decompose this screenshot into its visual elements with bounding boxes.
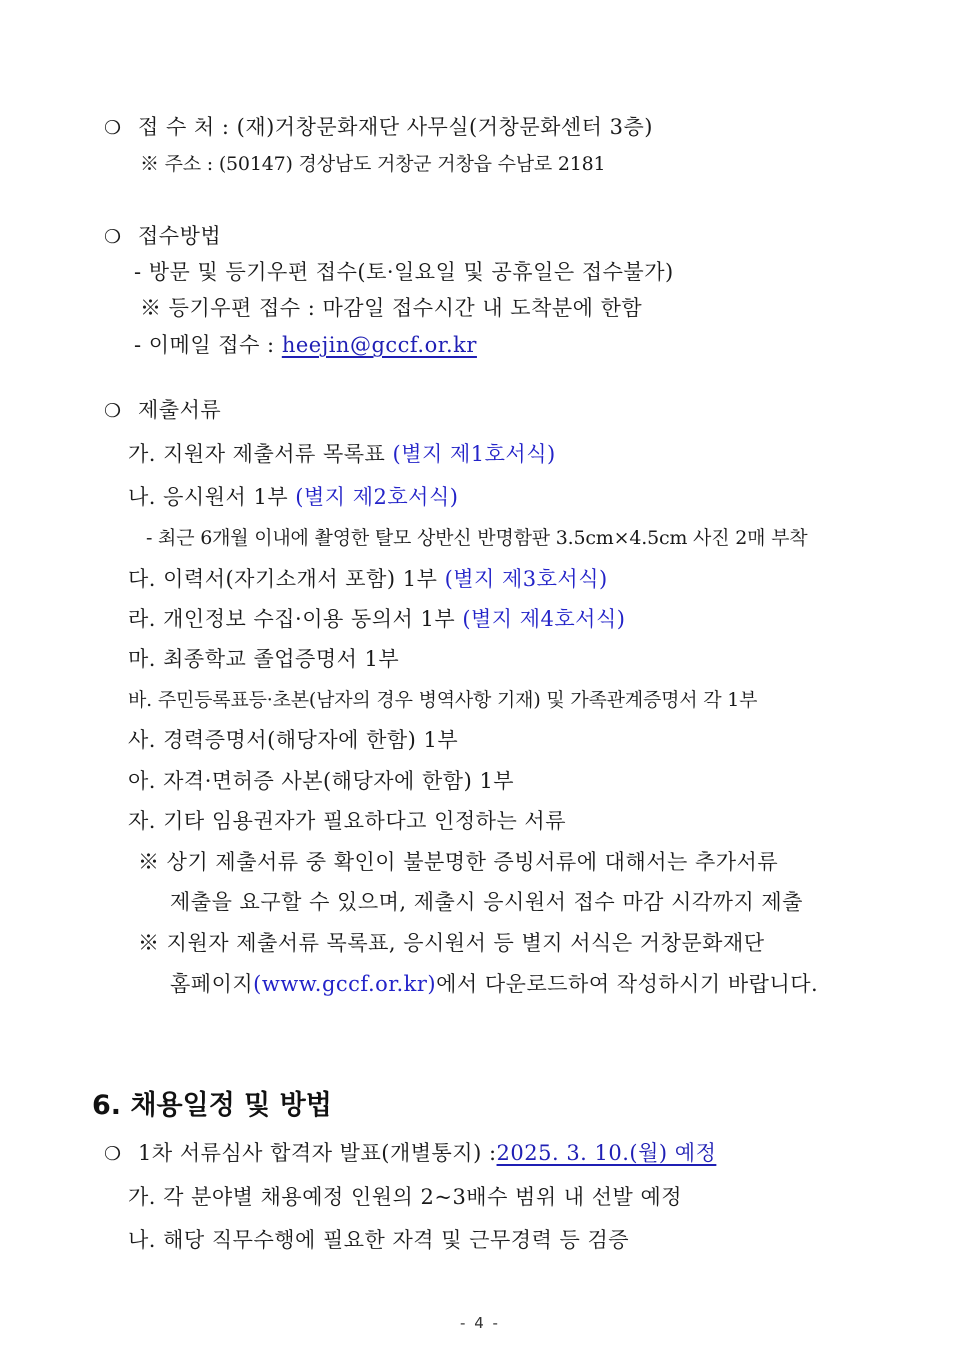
document-item: 라. 개인정보 수집·이용 동의서 1부 (별지 제4호서식) — [128, 607, 626, 631]
document-item: 다. 이력서(자기소개서 포함) 1부 (별지 제3호서식) — [128, 567, 608, 591]
method-visit-line: - 방문 및 등기우편 접수(토·일요일 및 공휴일은 접수불가) — [134, 260, 674, 284]
page-number: - 4 - — [460, 1314, 500, 1332]
document-item: 자. 기타 임용권자가 필요하다고 인정하는 서류 — [128, 809, 566, 833]
note-forms: ※ 지원자 제출서류 목록표, 응시원서 등 별지 서식은 거창문화재단 — [138, 931, 765, 955]
document-item: 아. 자격·면허증 사본(해당자에 한함) 1부 — [128, 769, 515, 793]
method-title-line — [104, 222, 221, 251]
reception-place: 접 수 처 : (재)거창문화재단 사무실(거창문화센터 3층) — [138, 115, 653, 139]
email-prefix: - 이메일 접수 : — [134, 333, 282, 357]
first-stage-label: 1차 서류심사 합격자 발표(개별통지) : — [138, 1141, 497, 1165]
email-link[interactable]: heejin@gccf.or.kr — [281, 333, 477, 357]
circle-bullet-icon: ❍ — [104, 226, 122, 248]
document-item: 바. 주민등록표등·초본(남자의 경우 병역사항 기재) 및 가족관계증명서 각 1부 — [128, 689, 758, 711]
method-email-line — [134, 331, 477, 359]
section6-item: 나. 해당 직무수행에 필요한 자격 및 근무경력 등 검증 — [128, 1228, 630, 1252]
section-heading: 6. 채용일정 및 방법 — [92, 1090, 332, 1121]
documents-title-line — [104, 396, 221, 425]
form-reference: (별지 제4호서식) — [462, 607, 626, 631]
section6-item: 가. 각 분야별 채용예정 인원의 2~3배수 범위 내 선발 예정 — [128, 1185, 683, 1209]
document-item: 나. 응시원서 1부 (별지 제2호서식) — [128, 485, 459, 509]
circle-bullet-icon: ❍ — [104, 117, 122, 139]
note-additional-docs: ※ 상기 제출서류 중 확인이 불분명한 증빙서류에 대해서는 추가서류 — [138, 850, 779, 874]
circle-bullet-icon: ❍ — [104, 1143, 122, 1165]
document-item: 사. 경력증명서(해당자에 한함) 1부 — [128, 728, 459, 752]
form-reference: (별지 제3호서식) — [444, 567, 608, 591]
note-forms-cont: 홈페이지(www.gccf.or.kr)에서 다운로드하여 작성하시기 바랍니다. — [170, 972, 819, 996]
method-title: 접수방법 — [138, 224, 222, 248]
document-subitem-photo: - 최근 6개월 이내에 촬영한 탈모 상반신 반명함판 3.5cm×4.5cm 사진 2매 부착 — [146, 527, 808, 549]
first-stage-line — [104, 1139, 716, 1168]
reception-address: ※ 주소 : (50147) 경상남도 거창군 거창읍 수남로 2181 — [140, 153, 606, 175]
documents-title: 제출서류 — [138, 398, 222, 422]
document-item: 마. 최종학교 졸업증명서 1부 — [128, 647, 400, 671]
method-mail-note: ※ 등기우편 접수 : 마감일 접수시간 내 도착분에 한함 — [140, 296, 643, 320]
first-stage-date: 2025. 3. 10.(월) 예정 — [496, 1141, 717, 1165]
note-additional-docs-cont: 제출을 요구할 수 있으며, 제출시 응시원서 접수 마감 시각까지 제출 — [170, 890, 803, 914]
reception-line — [104, 113, 653, 142]
homepage-url: (www.gccf.or.kr) — [253, 972, 437, 996]
form-reference: (별지 제2호서식) — [295, 485, 459, 509]
form-reference: (별지 제1호서식) — [392, 442, 556, 466]
document-item: 가. 지원자 제출서류 목록표 (별지 제1호서식) — [128, 442, 556, 466]
circle-bullet-icon: ❍ — [104, 400, 122, 422]
